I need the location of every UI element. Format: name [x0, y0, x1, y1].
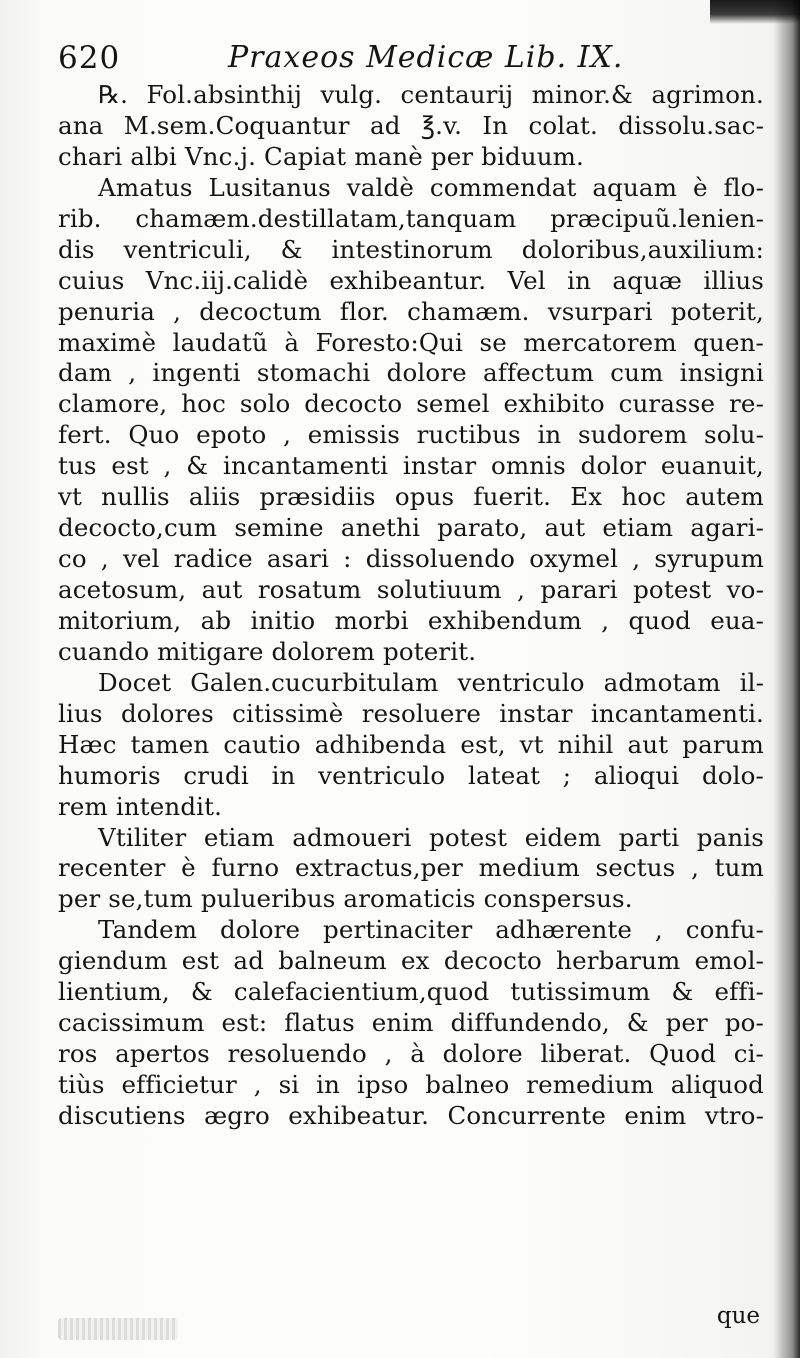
text-line: Amatus Lusitanus valdè commendat aquam è flo- — [98, 172, 764, 202]
text-line: ℞. Fol.absinthij vulg. centaurij minor.& agrimon. — [98, 80, 764, 109]
text-line: Docet Galen.cucurbitulam ventriculo admotam il- — [98, 667, 764, 697]
ink-smudge — [58, 1318, 178, 1340]
text-line: rem intendit. — [58, 791, 223, 821]
text-line: vt nullis aliis præsidiis opus fuerit. Ex hoc autem — [58, 482, 764, 512]
text-line: cuius Vnc.iij.calidè exhibeantur. Vel in aquæ illius — [58, 265, 764, 295]
text-line: Vtiliter etiam admoueri potest eidem parti panis — [98, 822, 764, 852]
text-line: per se,tum pulueribus aromaticis conspersus. — [58, 884, 633, 914]
text-line: Hæc tamen cautio adhibenda est, vt nihil aut parum — [58, 729, 764, 759]
text-line: cuando mitigare dolorem poterit. — [58, 636, 477, 666]
catchword: que — [716, 1303, 760, 1329]
text-line: penuria , decoctum flor. chamæm. vsurpari poterit, — [58, 296, 764, 326]
text-line: tus est , & incantamenti instar omnis dolor euanuit, — [58, 451, 764, 481]
page-number: 620 — [58, 40, 121, 76]
text-line: co , vel radice asari : dissoluendo oxymel , syrupum — [58, 544, 764, 574]
text-line: recenter è furno extractus,per medium sectus , tum — [58, 853, 764, 883]
text-line: maximè laudatũ à Foresto:Qui se mercatorem quen- — [58, 327, 764, 357]
text-line: clamore, hoc solo decocto semel exhibito curasse re- — [58, 389, 764, 419]
body-text — [58, 80, 764, 1132]
text-line: discutiens ægro exhibeatur. Concurrente enim vtro- — [58, 1100, 764, 1130]
text-line: fert. Quo epoto , emissis ructibus in sudorem solu- — [58, 420, 764, 450]
text-line: Tandem dolore pertinaciter adhærente , confu- — [98, 915, 764, 945]
text-line: cacissimum est: flatus enim diffundendo, & per po- — [58, 1008, 764, 1038]
text-line: tiùs efficietur , si in ipso balneo remedium aliquod — [58, 1070, 764, 1099]
text-line: ros apertos resoluendo , à dolore liberat. Quod ci- — [58, 1039, 764, 1069]
text-line: humoris crudi in ventriculo lateat ; alioqui dolo- — [58, 760, 764, 790]
text-line: ana M.sem.Coquantur ad ℥.v. In colat. dissolu.sac- — [58, 110, 764, 140]
text-line: chari albi Vnc.j. Capiat manè per biduum. — [58, 141, 584, 171]
text-line: decocto,cum semine anethi parato, aut etiam agari- — [58, 513, 764, 543]
text-line: rib. chamæm.destillatam,tanquam præcipuũ.lenien- — [58, 203, 764, 233]
scan-shadow-edge — [774, 0, 800, 1358]
page-header — [58, 40, 748, 80]
text-line: dis ventriculi, & intestinorum doloribus,auxilium: — [58, 234, 764, 264]
text-line: giendum est ad balneum ex decocto herbarum emol- — [58, 946, 764, 976]
text-line: lientium, & calefacientium,quod tutissimum & effi- — [58, 977, 764, 1007]
text-line: acetosum, aut rosatum solutiuum , parari potest vo- — [58, 575, 764, 604]
text-line: dam , ingenti stomachi dolore affectum cum insigni — [58, 358, 764, 388]
text-line: mitorium, ab initio morbi exhibendum , quod eua- — [58, 605, 764, 635]
running-head: Praxeos Medicæ Lib. IX. — [228, 40, 624, 75]
text-line: lius dolores citissimè resoluere instar incantamenti. — [58, 698, 764, 728]
